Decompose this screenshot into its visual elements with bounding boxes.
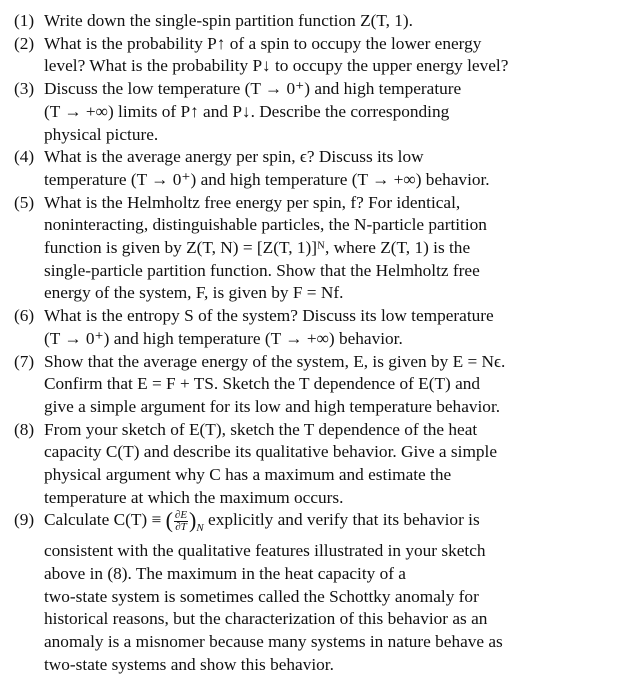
problem-number: (2) [14,33,35,53]
problem-line: function is given by Z(T, N) = [Z(T, 1)]ᴺ, where Z(T, 1) is the [44,238,471,258]
problem-4 [14,146,605,191]
problem-line: two-state system is sometimes called the Schottky anomaly for [44,586,479,606]
problem-line: consistent with the qualitative features illustrated in your sketch [44,541,486,561]
problem-line: physical picture. [44,124,159,144]
problem-line: give a simple argument for its low and high temperature behavior. [44,396,501,416]
problem-line: historical reasons, but the characterization of this behavior as an [44,609,488,629]
problem-line: noninteracting, distinguishable particles, the N-particle partition [44,215,487,235]
problem-line: temperature (T → 0⁺) and high temperature (T → +∞) behavior. [44,169,490,189]
problem-line: temperature at which the maximum occurs. [44,487,344,507]
problem-line: What is the average anergy per spin, ϵ? Discuss its low [44,147,424,167]
problem-number: (3) [14,79,35,99]
problem-line: What is the entropy S of the system? Discuss its low temperature [44,306,494,326]
problem-line: Confirm that E = F + TS. Sketch the T dependence of E(T) and [44,374,481,394]
problem-line: above in (8). The maximum in the heat capacity of a [44,563,406,583]
problem-line: What is the Helmholtz free energy per spin, f? For identical, [44,192,461,212]
derivative-subscript: N [196,522,204,535]
problem-number: (5) [14,192,35,212]
problem-line: (T → 0⁺) and high temperature (T → +∞) behavior. [44,328,403,348]
problem-8 [14,419,605,510]
derivative-numerator: ∂E [174,509,188,521]
close-paren: ) [189,508,197,534]
problem-line-with-derivative [44,509,605,540]
partial-derivative [174,510,188,533]
problem-2 [14,33,605,78]
problem-5 [14,192,605,306]
problem-3 [14,78,605,146]
problem-number: (6) [14,306,35,326]
problem-text: Calculate C(T) ≡ [44,510,162,530]
problem-number: (1) [14,11,35,30]
problem-line: energy of the system, F, is given by F = Nf. [44,283,344,303]
problem-number: (7) [14,351,35,371]
problem-number: (4) [14,147,35,167]
problem-line: level? What is the probability P↓ to occupy the upper energy level? [44,56,509,76]
problem-line: single-particle partition function. Show that the Helmholtz free [44,260,480,280]
problem-line: From your sketch of E(T), sketch the T dependence of the heat [44,419,478,439]
problem-text: explicitly and verify that its behavior is [203,510,480,530]
problem-line: physical argument why C has a maximum and estimate the [44,465,452,485]
problem-7 [14,351,605,419]
problem-line: Write down the single-spin partition function Z(T, 1). [44,11,414,30]
problem-number: (8) [14,419,35,439]
open-paren: ( [165,508,173,534]
problem-9 [14,509,605,676]
problem-1 [14,10,605,33]
problem-6 [14,305,605,350]
problem-line: Show that the average energy of the system, E, is given by E = Nϵ. [44,351,506,371]
problem-line: two-state systems and show this behavior. [44,654,334,674]
problem-line: (T → +∞) limits of P↑ and P↓. Describe the corresponding [44,101,450,121]
problem-line: Discuss the low temperature (T → 0⁺) and high temperature [44,79,462,99]
problem-line: What is the probability P↑ of a spin to occupy the lower energy [44,33,482,53]
derivative-denominator: ∂T [175,521,187,533]
problem-line: capacity C(T) and describe its qualitative behavior. Give a simple [44,442,497,462]
problem-line: anomaly is a misnomer because many systems in nature behave as [44,631,503,651]
problem-number: (9) [14,510,35,530]
